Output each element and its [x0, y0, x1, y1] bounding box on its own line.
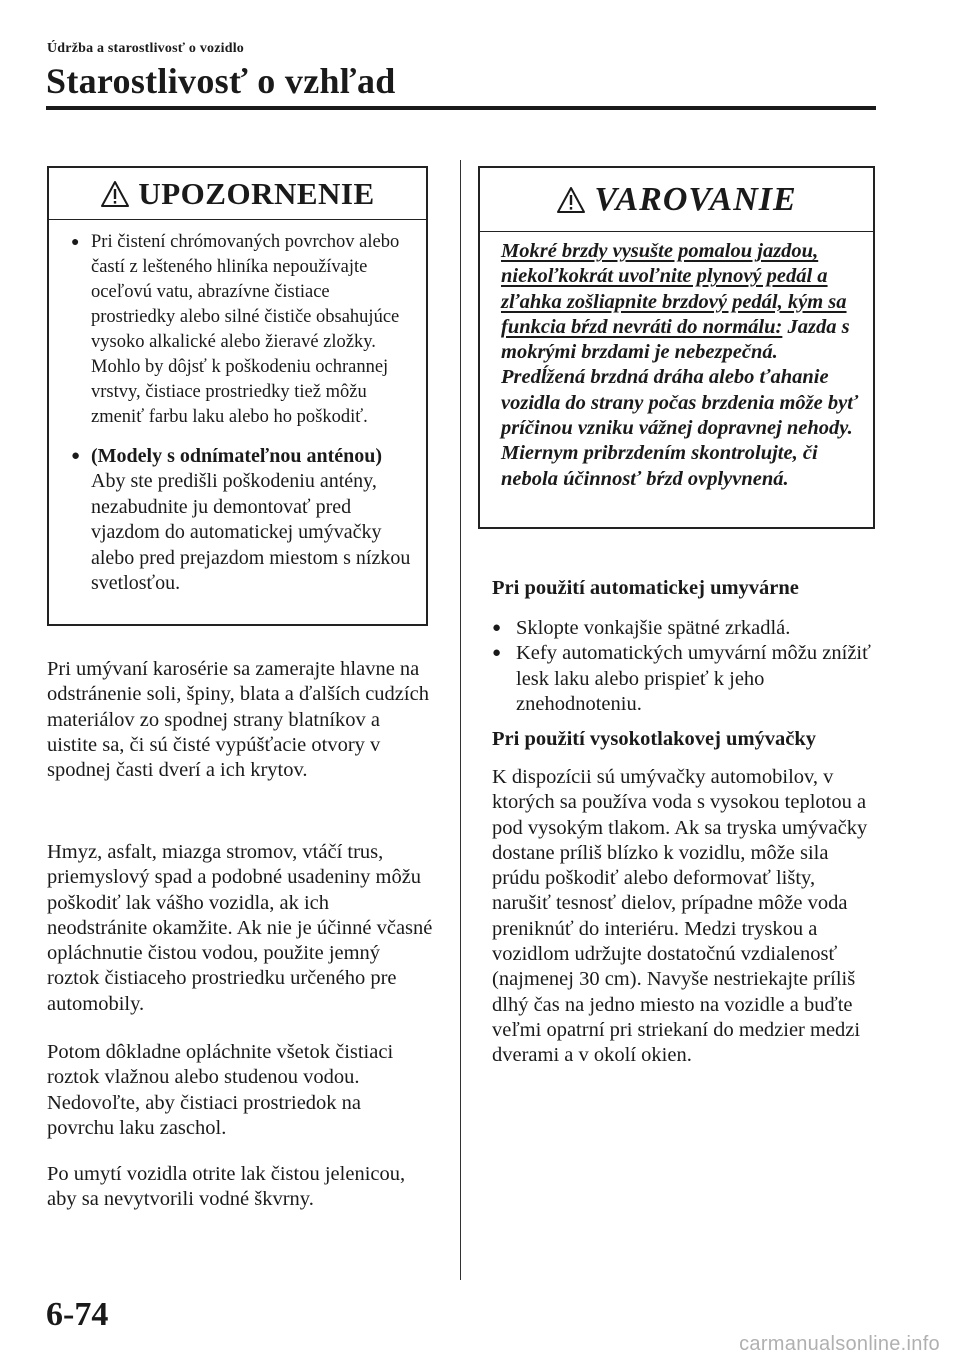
paragraph: Po umytí vozidla otrite lak čistou jelenicou, aby sa nevytvorili vodné škvrny.	[47, 1163, 406, 1211]
watermark: carmanualsonline.info	[739, 1333, 940, 1355]
auto-wash-item-text: Kefy automatických umyvární môžu znížiť lesk laku alebo prispieť k jeho znehodnoteniu.	[516, 642, 871, 715]
caution-item-lead: (Modely s odnímateľnou anténou)	[91, 445, 383, 467]
auto-wash-list	[492, 616, 872, 717]
list-item	[67, 230, 416, 430]
warning-triangle-icon	[100, 180, 130, 208]
caution-list	[49, 220, 426, 596]
bullet-icon: ●	[492, 645, 502, 662]
auto-wash-heading: Pri použití automatickej umyvárne	[492, 577, 799, 599]
bullet-icon: ●	[492, 620, 502, 636]
pressure-wash-heading: Pri použití vysokotlakovej umývačky	[492, 728, 817, 750]
caution-header	[49, 168, 426, 220]
caution-item-text: Aby ste predišli poškodeniu antény, nezabudnite ju demontovať pred vjazdom do automatickej umývačky alebo pred prejazdom miestom s nízkou svetlosťou.	[91, 470, 411, 595]
auto-wash-item-text: Sklopte vonkajšie spätné zrkadlá.	[516, 617, 791, 639]
warning-text: Jazda s mokrými brzdami je nebezpečná. Predĺžená brzdná dráha alebo ťahanie vozidla do strany počas brzdenia môže byť príčinou vzniku vážnej dopravnej nehody. Miernym pribrzdením skontrolujte, či nebola účinnosť bŕzd ovplyvnená.	[501, 315, 859, 490]
paragraph: Potom dôkladne opláchnite všetok čistiaci roztok vlažnou alebo studenou vodou. Nedovoľte, aby čistiaci prostriedok na povrchu laku zaschol.	[47, 1041, 394, 1139]
caution-item-text: Pri čistení chrómovaných povrchov alebo častí z lešteného hliníka nepoužívajte oceľovú vatu, abrazívne čistiace prostriedky alebo silné čističe obsahujúce vysoko alkalické alebo žieravé zložky. Mohlo by dôjsť k poškodeniu ochrannej vrstvy, čistiace prostriedky tiež môžu zmeniť farbu laku alebo ho poškodiť.	[91, 232, 400, 427]
section-breadcrumb: Údržba a starostlivosť o vozidlo	[47, 41, 244, 56]
warning-underlined-text: Mokré brzdy vysušte pomalou jazdou, niekoľkokrát uvoľnite plynový pedál a zľahka zošliapnite brzdový pedál, kým sa funkcia bŕzd nevráti do normálu:	[501, 240, 847, 338]
paragraph: Pri umývaní karosérie sa zamerajte hlavne na odstránenie soli, špiny, blata a ďalších cudzích materiálov zo spodnej strany blatníkov a uistite sa, či sú čisté vypúšťacie otvory v spodnej časti dverí a ich krytov.	[47, 658, 429, 782]
warning-body	[480, 232, 873, 492]
bullet-icon: ●	[71, 235, 80, 250]
list-item	[67, 444, 416, 596]
header-rule	[46, 106, 876, 110]
warning-triangle-icon	[556, 186, 586, 214]
column-divider	[460, 160, 461, 1280]
warning-box	[478, 166, 875, 529]
paragraph: Hmyz, asfalt, miazga stromov, vtáčí trus, priemyslový spad a podobné usadeniny môžu poškodiť lak vášho vozidla, ak ich neodstránite okamžite. Ak nie je účinné včasné opláchnutie čistou vodou, použite jemný roztok čistiaceho prostriedku určeného pre automobily.	[47, 841, 433, 1015]
paragraph: K dispozícii sú umývačky automobilov, v ktorých sa používa voda s vysokou teplotou a pod vysokým tlakom. Ak sa tryska umývačky dostane príliš blízko k vozidlu, môže sila prúdu poškodiť alebo deformovať lišty, narušiť tesnosť dielov, prípadne môže voda preniknúť do interiéru. Medzi tryskou a vozidlom udržujte dostatočnú vzdialenosť (najmenej 30 cm). Navyše nestriekajte príliš dlhý čas na jedno miesto na vozidle a buďte veľmi opatrní pri striekaní do medzier medzi dverami a v okolí okien.	[492, 766, 868, 1067]
caution-box	[47, 166, 428, 626]
warning-title: VAROVANIE	[594, 180, 797, 218]
page-number: 6-74	[46, 1296, 109, 1333]
bullet-icon: ●	[71, 448, 81, 464]
list-item	[492, 616, 872, 641]
page-title: Starostlivosť o vzhľad	[46, 61, 396, 101]
caution-title: UPOZORNENIE	[138, 175, 375, 211]
warning-header	[480, 168, 873, 232]
list-item	[492, 641, 872, 717]
